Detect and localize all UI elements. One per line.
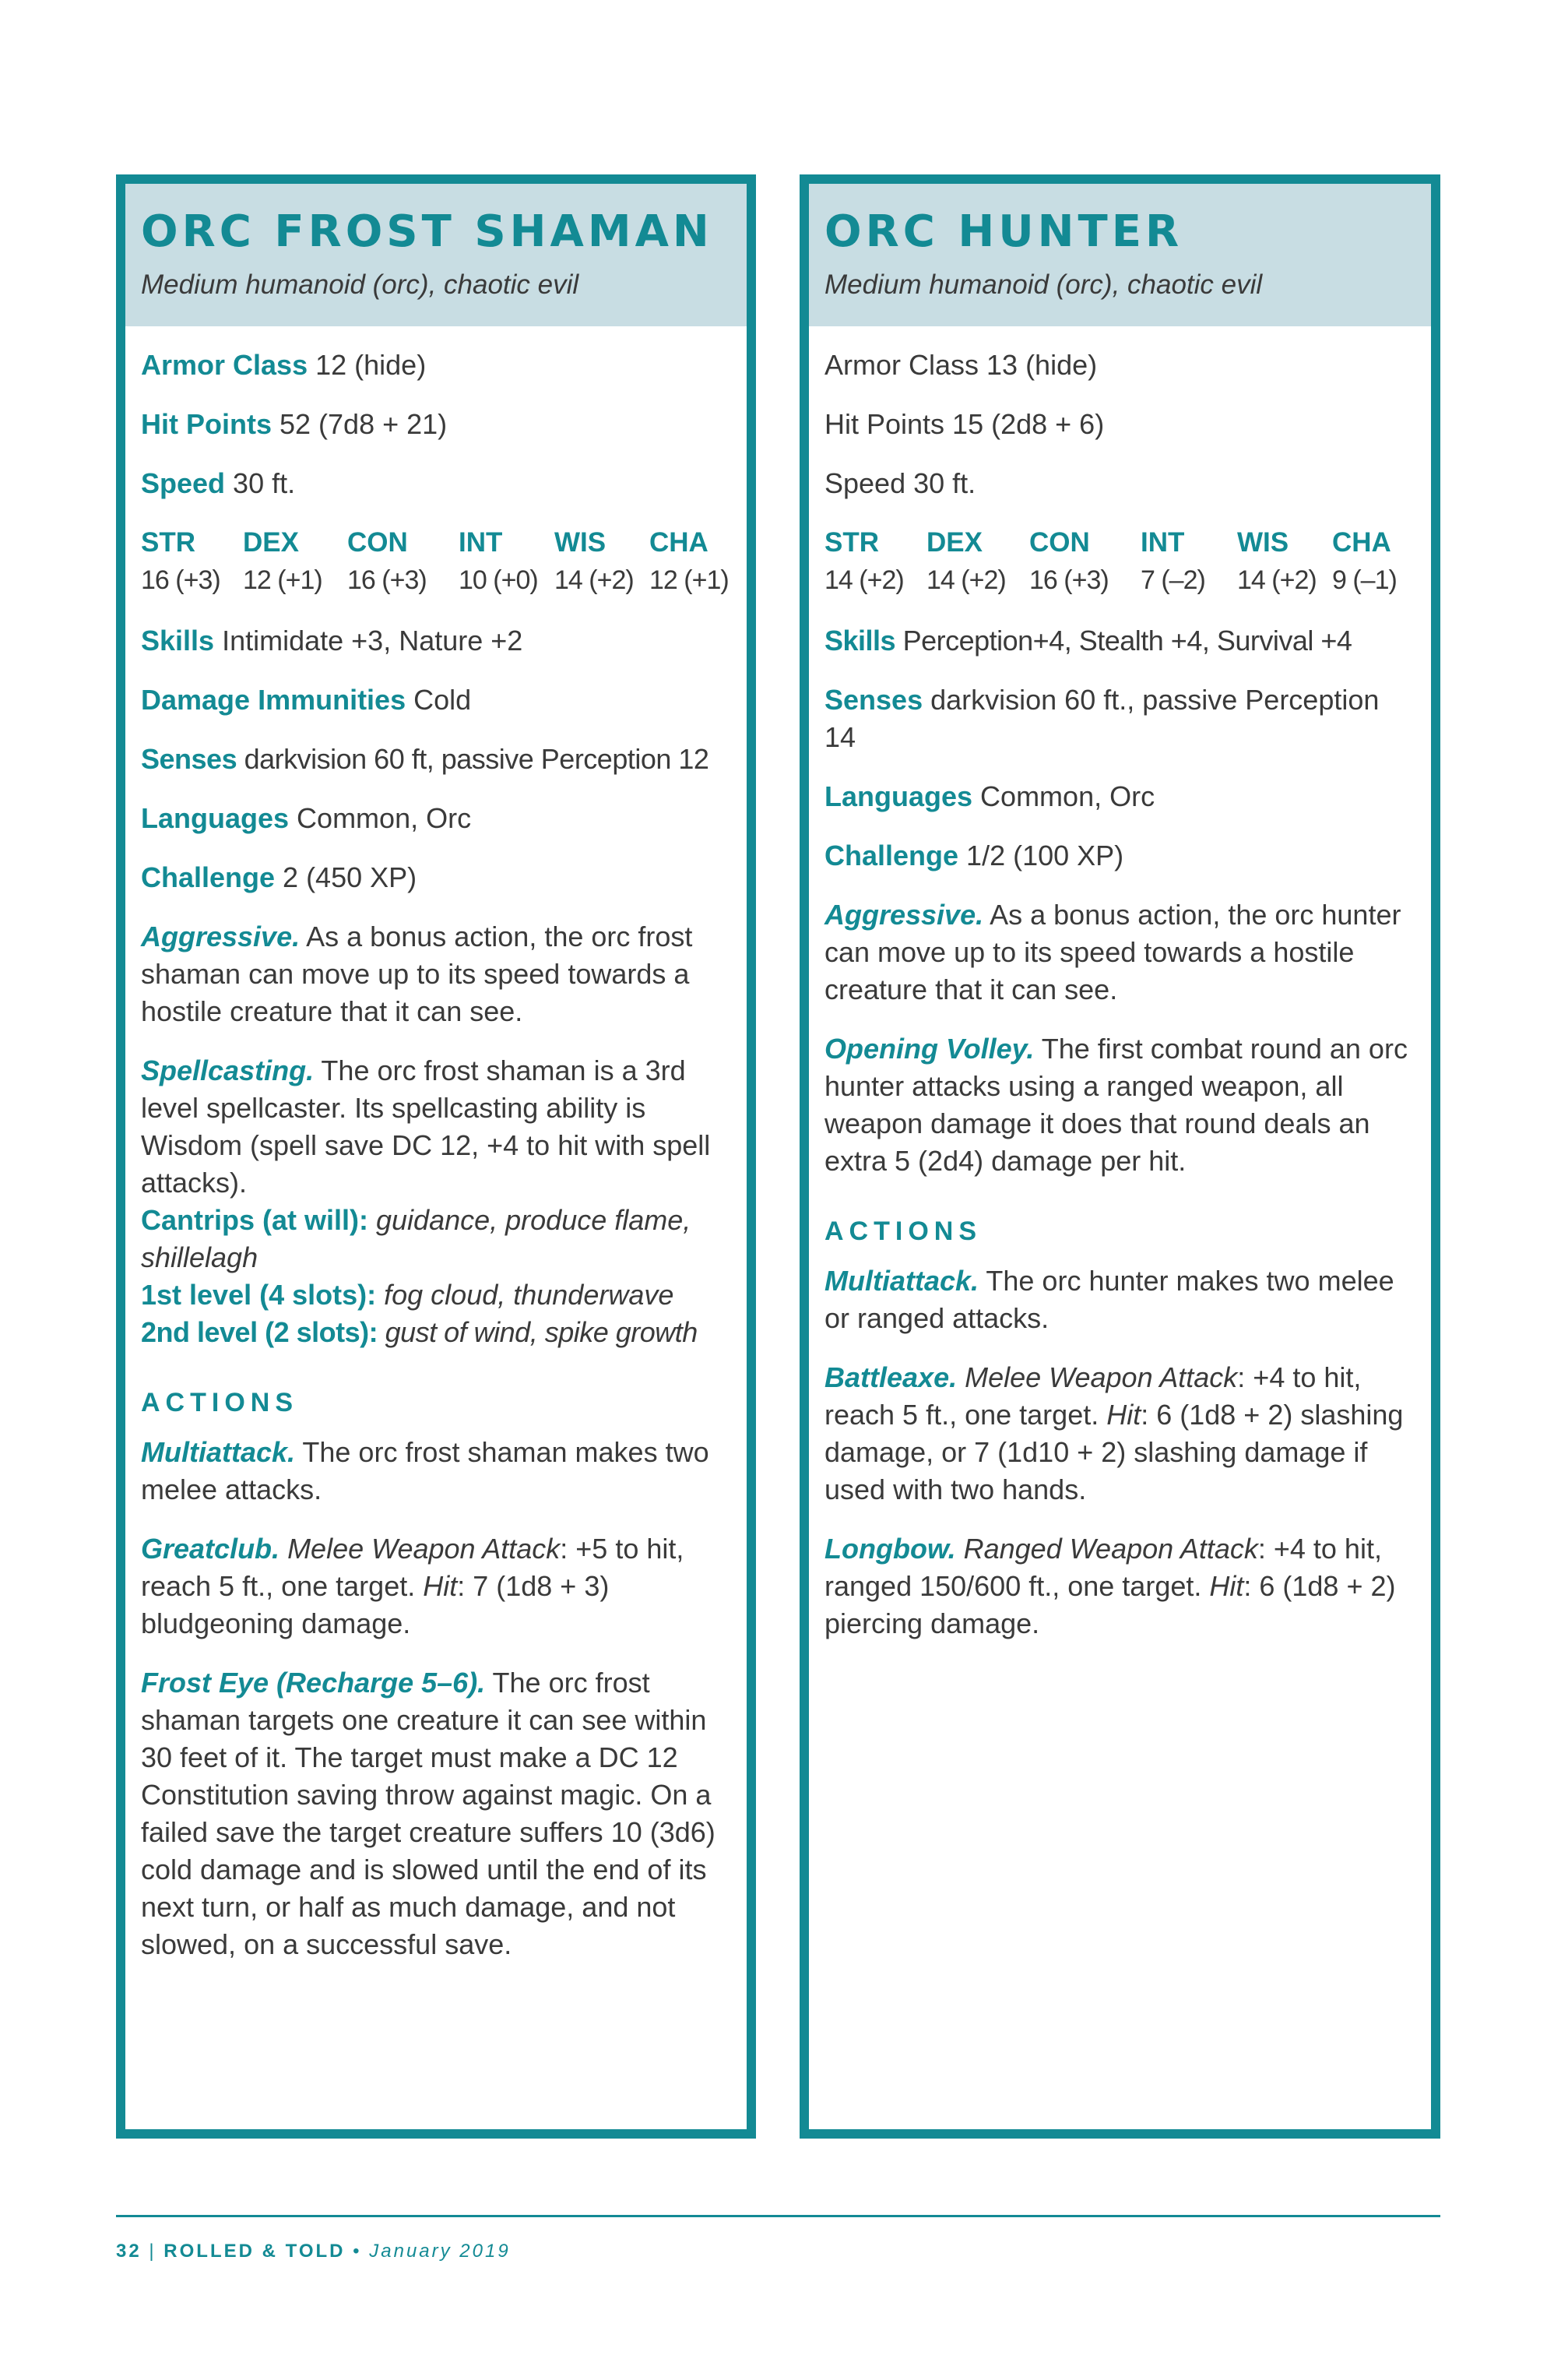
ability-str: [824, 524, 926, 599]
spell-level-label: 2nd level (2 slots):: [141, 1316, 378, 1348]
speed-value: 30 ft.: [225, 467, 296, 499]
challenge-value: 1/2 (100 XP): [958, 840, 1124, 871]
hit-points-value: 52 (7d8 + 21): [272, 408, 448, 440]
spell-row-cantrips: [141, 1202, 731, 1276]
action-name: Greatclub.: [141, 1533, 280, 1565]
damage-immunities-value: Cold: [406, 684, 472, 716]
stat-block-header: [809, 184, 1431, 326]
trait-text: As a bonus action, the orc hunter can move up to its speed towards a hostile creature that it can see.: [824, 899, 1401, 1005]
speed: Speed 30 ft.: [824, 467, 976, 499]
ability-int: [459, 524, 554, 599]
ability-value: 14 (+2): [1237, 565, 1317, 595]
ability-value: 7 (–2): [1141, 565, 1205, 595]
action-name: Frost Eye (Recharge 5–6).: [141, 1667, 486, 1699]
ability-value: 16 (+3): [141, 565, 220, 595]
ability-con: [347, 524, 459, 599]
spell-names: guidance, produce flame, shillelagh: [141, 1204, 691, 1273]
ability-wis: [1237, 524, 1332, 599]
ability-value: 14 (+2): [824, 565, 904, 595]
skills: [141, 622, 731, 660]
action-multiattack: [141, 1434, 731, 1509]
armor-class-label: Armor Class: [141, 349, 308, 381]
ability-wis: [554, 524, 649, 599]
challenge-label: Challenge: [141, 861, 276, 893]
ability-cha: [1332, 524, 1410, 599]
creature-name: ORC FROST SHAMAN: [141, 206, 713, 257]
ability-value: 14 (+2): [554, 565, 634, 595]
ability-name: STR: [824, 527, 879, 558]
action-text: : 6 (1d8 + 2) piercing damage.: [824, 1570, 1396, 1639]
senses: [141, 741, 731, 778]
challenge-label: Challenge: [824, 840, 959, 871]
ability-cha: [649, 524, 733, 599]
creature-type: Medium humanoid (orc), chaotic evil: [824, 269, 1263, 300]
trait-aggressive: [141, 918, 731, 1030]
actions-heading: ACTIONS: [141, 1388, 298, 1417]
ability-name: DEX: [243, 527, 299, 558]
ability-scores: [824, 524, 1416, 599]
ability-name: STR: [141, 527, 195, 558]
stat-block-body: [125, 326, 747, 1963]
action-text: : +4 to hit, reach 5 ft., one target.: [824, 1361, 1362, 1431]
ability-name: INT: [1141, 527, 1185, 558]
action-text: : 7 (1d8 + 3) bludgeoning damage.: [141, 1570, 610, 1639]
hit-points-label: Hit Points: [141, 408, 272, 440]
spell-level-label: 1st level (4 slots):: [141, 1279, 377, 1311]
senses-label: Senses: [141, 743, 237, 775]
challenge: [141, 859, 731, 896]
spell-row-2nd: [141, 1314, 731, 1351]
skills-value: Intimidate +3, Nature +2: [214, 625, 523, 657]
hit-points: [141, 406, 731, 443]
trait-text: The first combat round an orc hunter attacks using a ranged weapon, all weapon damage it does that round deals an extra 5 (2d4) damage per hit.: [824, 1033, 1408, 1177]
trait-opening-volley: [824, 1030, 1415, 1180]
armor-class: Armor Class 13 (hide): [824, 349, 1098, 381]
ability-value: 9 (–1): [1332, 565, 1397, 595]
armor-class: [141, 347, 731, 384]
action-name: Multiattack.: [824, 1265, 979, 1297]
action-name: Battleaxe.: [824, 1361, 958, 1393]
ability-name: CHA: [649, 527, 708, 558]
trait-name: Spellcasting.: [141, 1054, 315, 1086]
trait-name: Aggressive.: [824, 899, 984, 931]
ability-name: CON: [1029, 527, 1090, 558]
spell-row-1st: [141, 1276, 731, 1314]
hit-label: Hit: [1209, 1570, 1244, 1602]
spell-level-label: Cantrips (at will):: [141, 1204, 369, 1236]
ability-int: [1141, 524, 1237, 599]
trait-spellcasting: [141, 1052, 731, 1202]
armor-class-value: 12 (hide): [308, 349, 427, 381]
action-frost-eye: [141, 1664, 731, 1963]
ability-value: 12 (+1): [243, 565, 322, 595]
ability-scores: [141, 524, 733, 599]
speed-label: Speed: [141, 467, 226, 499]
languages-value: Common, Orc: [972, 780, 1155, 812]
ability-name: WIS: [1237, 527, 1289, 558]
action-name: Multiattack.: [141, 1436, 296, 1468]
action-text: The orc hunter makes two melee or ranged attacks.: [824, 1265, 1394, 1334]
languages: [141, 800, 731, 837]
skills-label: Skills: [824, 625, 896, 657]
actions-heading: ACTIONS: [824, 1216, 982, 1246]
stat-block-header: [125, 184, 747, 326]
hit-label: Hit: [1106, 1399, 1141, 1431]
spell-list: [141, 1202, 731, 1351]
stat-block-orc-hunter: [800, 174, 1440, 2139]
senses-value: darkvision 60 ft, passive Perception 12: [237, 743, 709, 775]
issue-date: January 2019: [369, 2241, 511, 2262]
creature-name: ORC HUNTER: [824, 206, 1183, 257]
action-text: The orc frost shaman makes two melee attacks.: [141, 1436, 709, 1505]
ability-con: [1029, 524, 1141, 599]
languages-label: Languages: [824, 780, 973, 812]
attack-type: Melee Weapon Attack: [280, 1533, 561, 1565]
senses-label: Senses: [824, 684, 923, 716]
hit-label: Hit: [423, 1570, 458, 1602]
ability-name: DEX: [926, 527, 983, 558]
skills-value: Perception+4, Stealth +4, Survival +4: [895, 625, 1352, 657]
languages: [824, 778, 1415, 815]
action-multiattack: [824, 1262, 1415, 1337]
magazine-name: ROLLED & TOLD: [163, 2241, 346, 2262]
ability-name: CHA: [1332, 527, 1391, 558]
action-longbow: [824, 1530, 1415, 1642]
trait-text: As a bonus action, the orc frost shaman can move up to its speed towards a hostile creature that it can see.: [141, 921, 693, 1027]
creature-type: Medium humanoid (orc), chaotic evil: [141, 269, 579, 300]
senses-value: darkvision 60 ft., passive Perception 14: [824, 684, 1380, 753]
action-text: : +5 to hit, reach 5 ft., one target.: [141, 1533, 684, 1602]
senses: [824, 681, 1415, 756]
challenge: [824, 837, 1415, 875]
footer-separator: |: [141, 2241, 164, 2262]
languages-value: Common, Orc: [289, 802, 472, 834]
action-text: : +4 to hit, ranged 150/600 ft., one target.: [824, 1533, 1382, 1602]
page-number: 32: [116, 2241, 142, 2262]
skills: [824, 622, 1415, 660]
action-greatclub: [141, 1530, 731, 1642]
ability-value: 16 (+3): [1029, 565, 1109, 595]
attack-type: Melee Weapon Attack: [957, 1361, 1238, 1393]
ability-dex: [243, 524, 347, 599]
challenge-value: 2 (450 XP): [275, 861, 417, 893]
ability-dex: [926, 524, 1029, 599]
page-footer: [116, 2240, 511, 2263]
ability-value: 10 (+0): [459, 565, 538, 595]
stat-block-body: [809, 326, 1431, 1642]
ability-value: 12 (+1): [649, 565, 729, 595]
footer-rule: [116, 2215, 1440, 2217]
damage-immunities-label: Damage Immunities: [141, 684, 406, 716]
ability-value: 16 (+3): [347, 565, 427, 595]
spell-names: fog cloud, thunderwave: [376, 1279, 674, 1311]
ability-value: 14 (+2): [926, 565, 1006, 595]
speed: [141, 465, 731, 502]
stat-block-orc-frost-shaman: [116, 174, 756, 2139]
ability-name: INT: [459, 527, 503, 558]
attack-type: Ranged Weapon Attack: [955, 1533, 1258, 1565]
languages-label: Languages: [141, 802, 290, 834]
action-text: : 6 (1d8 + 2) slashing damage, or 7 (1d10 + 2) slashing damage if used with two hands.: [824, 1399, 1404, 1505]
trait-text: The orc frost shaman is a 3rd level spellcaster. Its spellcasting ability is Wisdom (spell save DC 12, +4 to hit with spell attacks).: [141, 1054, 711, 1199]
ability-name: CON: [347, 527, 408, 558]
trait-aggressive: [824, 896, 1415, 1009]
action-battleaxe: [824, 1359, 1415, 1509]
spell-names: gust of wind, spike growth: [378, 1316, 698, 1348]
trait-name: Opening Volley.: [824, 1033, 1035, 1065]
hit-points: Hit Points 15 (2d8 + 6): [824, 408, 1105, 440]
ability-name: WIS: [554, 527, 606, 558]
action-text: The orc frost shaman targets one creature it can see within 30 feet of it. The target must make a DC 12 Constitution saving throw against magic. On a failed save the target creature suffers 10 (3d6) cold damage and is slowed until the end of its next turn, or half as much damage, and not slowed, on a successful save.: [141, 1667, 715, 1960]
action-name: Longbow.: [824, 1533, 956, 1565]
damage-immunities: [141, 681, 731, 719]
ability-str: [141, 524, 243, 599]
skills-label: Skills: [141, 625, 215, 657]
trait-name: Aggressive.: [141, 921, 301, 952]
footer-bullet: •: [345, 2241, 370, 2262]
